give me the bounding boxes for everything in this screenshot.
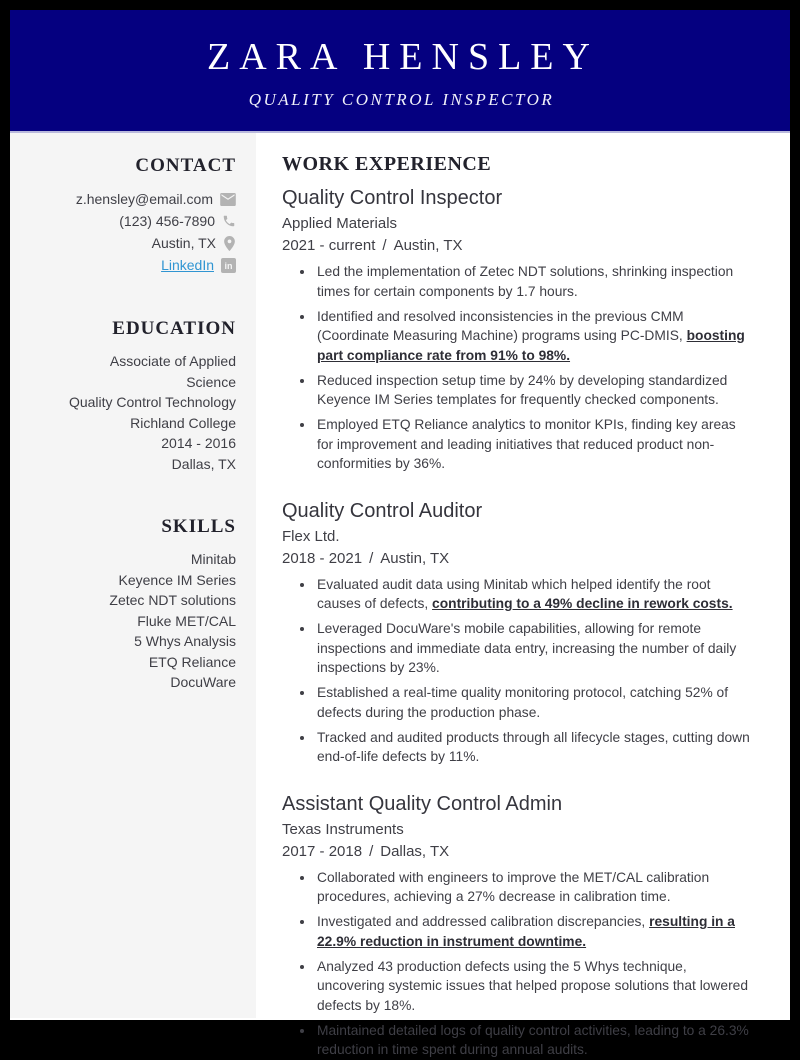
job-entry — [282, 185, 750, 474]
bullet-emphasis: resulting in a 22.9% reduction in instrument downtime. — [317, 914, 735, 949]
phone-icon — [222, 214, 236, 228]
bullet-item: • Analyzed 43 production defects using the 5 Whys technique, uncovering systemic issues that helped propose solutions that lowered defects by 18%. — [315, 957, 750, 1016]
job-entry — [282, 791, 750, 1060]
linkedin-icon — [221, 258, 236, 273]
education-degree: Associate of Applied Science — [109, 353, 236, 390]
education-school: Richland College — [130, 414, 236, 431]
bullet-item: • Collaborated with engineers to improve the MET/CAL calibration procedures, achieving a 27% decrease in calibration time. — [315, 868, 750, 907]
phone-text: (123) 456-7890 — [119, 213, 215, 229]
contact-item-linkedin — [24, 254, 236, 276]
job-entry — [282, 498, 750, 767]
job-dates: 2018 - 2021 — [282, 549, 363, 567]
education-dates: 2014 - 2016 — [161, 435, 236, 451]
contact-section — [24, 155, 236, 276]
job-title: Quality Control Inspector — [282, 187, 503, 209]
content-columns — [10, 133, 790, 1057]
jobs-container — [282, 185, 750, 1060]
skill-item: DocuWare — [170, 674, 236, 690]
skills-section — [24, 516, 236, 693]
bullet-item: • Reduced inspection setup time by 24% by developing standardized Keyence IM Series templates for frequently checked components. — [315, 371, 750, 410]
contact-item-email — [24, 188, 236, 210]
skills-list — [24, 549, 236, 693]
dates-location-separator: / — [369, 549, 374, 567]
email-text: z.hensley@email.com — [75, 191, 213, 207]
linkedin-link[interactable]: LinkedIn — [161, 257, 214, 273]
dates-location-separator: / — [382, 237, 387, 254]
dates-location-separator: / — [369, 842, 374, 860]
education-field: Quality Control Technology — [68, 394, 236, 410]
job-dates: 2021 - current — [282, 237, 376, 254]
job-location: Austin, TX — [393, 237, 463, 254]
bullet-item: • Established a real-time quality monitoring protocol, catching 52% of defects during the production phase. — [315, 683, 750, 722]
skills-heading: SKILLS — [161, 516, 236, 537]
bullet-item: • Leveraged DocuWare's mobile capabilities, allowing for remote inspections and immediate data entry, increasing the number of daily inspections by 23%. — [315, 619, 750, 678]
job-dates: 2017 - 2018 — [282, 842, 363, 860]
job-meta — [282, 841, 750, 862]
job-bullet-list — [282, 262, 750, 474]
resume-name: ZARA HENSLEY — [207, 36, 599, 78]
bullet-item: • Investigated and addressed calibration discrepancies, resulting in a 22.9% reduction in instrument downtime. — [315, 912, 750, 951]
job-bullet-list — [282, 868, 750, 1060]
skill-item: Fluke MET/CAL — [137, 612, 236, 629]
bullet-emphasis: boosting part compliance rate from 91% to 98%. — [317, 328, 745, 363]
job-meta — [282, 235, 750, 256]
job-meta — [282, 548, 750, 569]
education-section — [24, 318, 236, 474]
job-company: Flex Ltd. — [282, 527, 340, 545]
header-banner — [10, 10, 790, 133]
location-pin-icon — [223, 236, 236, 251]
job-location: Dallas, TX — [380, 842, 450, 860]
job-location: Austin, TX — [380, 549, 450, 567]
work-experience-heading: WORK EXPERIENCE — [282, 153, 492, 175]
contact-item-phone — [24, 210, 236, 232]
skill-item: Zetec NDT solutions — [109, 592, 236, 608]
contact-heading: CONTACT — [135, 155, 236, 176]
sidebar — [10, 133, 256, 1018]
skill-item: ETQ Reliance — [148, 653, 236, 670]
job-company: Texas Instruments — [282, 820, 404, 838]
resume-page — [10, 10, 790, 1057]
job-bullet-list — [282, 575, 750, 767]
work-experience-column — [256, 133, 790, 1057]
location-text: Austin, TX — [151, 235, 216, 251]
skill-item: 5 Whys Analysis — [134, 633, 236, 649]
bullet-emphasis: contributing to a 49% decline in rework costs. — [432, 596, 733, 611]
svg-text:in: in — [224, 260, 233, 271]
education-heading: EDUCATION — [112, 318, 236, 339]
bullet-item: • Tracked and audited products through all lifecycle stages, cutting down end-of-life defects by 11%. — [315, 728, 750, 767]
job-company: Applied Materials — [282, 215, 398, 232]
email-icon — [220, 193, 236, 206]
bullet-item: • Employed ETQ Reliance analytics to monitor KPIs, finding key areas for improvement and leading initiatives that reduced product non-conformities by 36%. — [315, 415, 750, 474]
contact-item-location — [24, 232, 236, 254]
job-title: Quality Control Auditor — [282, 499, 483, 522]
bullet-item: • Maintained detailed logs of quality control activities, leading to a 26.3% reduction in time spent during annual audits. — [315, 1021, 750, 1060]
skill-item: Minitab — [190, 551, 236, 567]
bullet-item: • Led the implementation of Zetec NDT solutions, shrinking inspection times for certain components by 1.7 hours. — [315, 262, 750, 301]
education-location: Dallas, TX — [171, 455, 236, 472]
resume-job-title: QUALITY CONTROL INSPECTOR — [248, 90, 555, 109]
job-title: Assistant Quality Control Admin — [282, 792, 563, 815]
bullet-item: • Identified and resolved inconsistencies in the previous CMM (Coordinate Measuring Machine) programs using PC-DMIS, boosting part compliance rate from 91% to 98%. — [315, 307, 750, 366]
skill-item: Keyence IM Series — [118, 571, 236, 588]
bullet-item: • Evaluated audit data using Minitab which helped identify the root causes of defects, contributing to a 49% decline in rework costs. — [315, 575, 750, 614]
